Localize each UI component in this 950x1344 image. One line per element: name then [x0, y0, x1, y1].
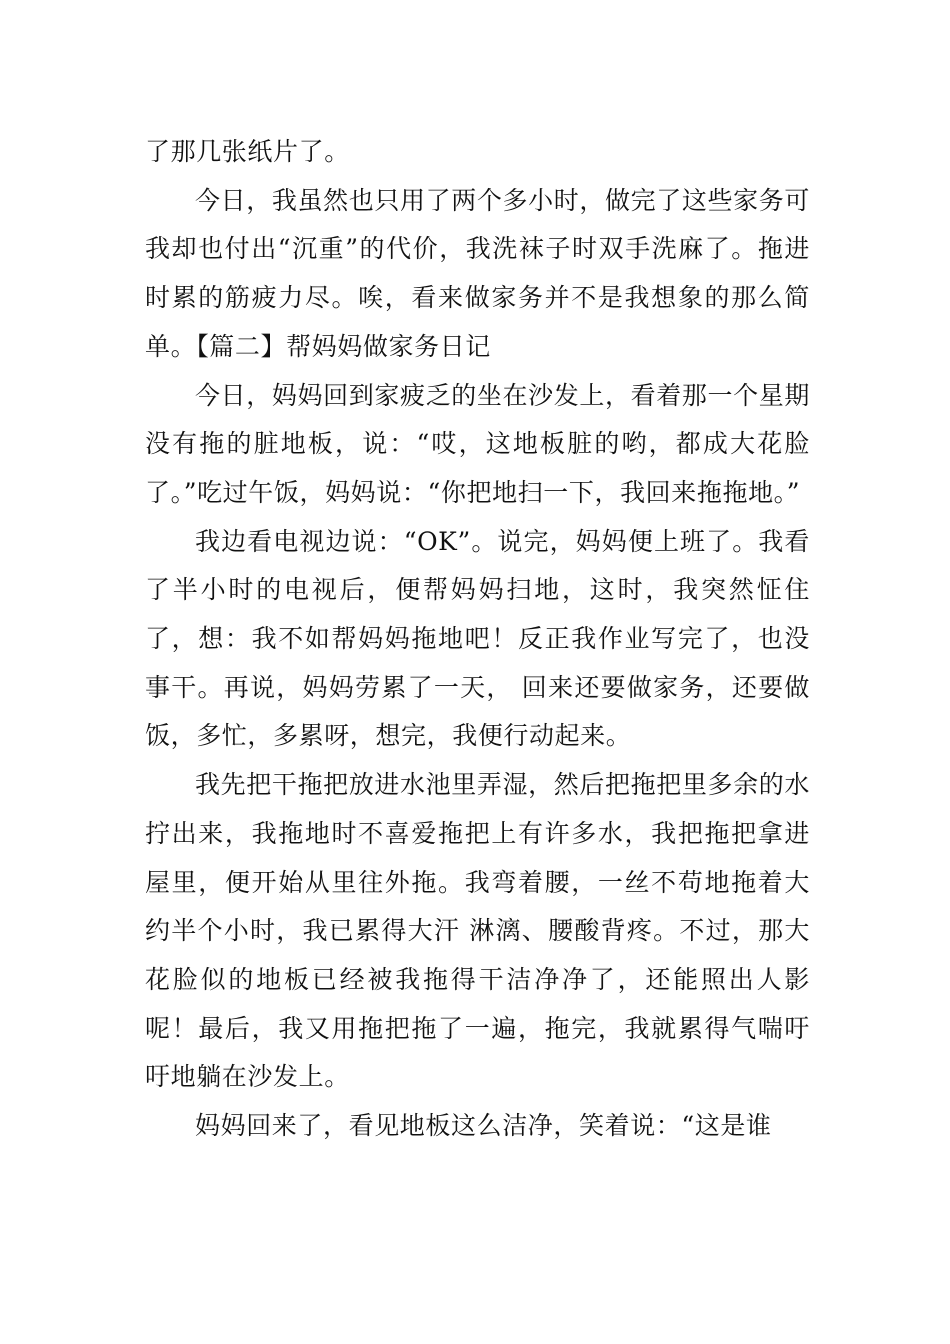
paragraph: 我边看电视边说：“OK”。说完，妈妈便上班了。我看了半小时的电视后，便帮妈妈扫地，这时，我突然怔住了，想：我不如帮妈妈拖地吧！反正我作业写完了，也没事干。再说，妈妈劳累了一天， 回来还要做家务，还要做饭，多忙，多累呀，想完，我便行动起来。	[145, 526, 810, 751]
document-body	[145, 128, 810, 1151]
paragraph: 妈妈回来了，看见地板这么洁净，笑着说：“这是谁	[195, 1111, 772, 1141]
paragraph: 我先把干拖把放进水池里弄湿，然后把拖把里多余的水拧出来，我拖地时不喜爱拖把上有许多水，我把拖把拿进屋里，便开始从里往外拖。我弯着腰，一丝不苟地拖着大约半个小时，我已累得大汗 淋漓、腰酸背疼。不过，那大花脸似的地板已经被我拖得干洁净净了，还能照出人影呢！最后，我又用拖把拖了一遍，拖完，我就累得气喘吁吁地躺在沙发上。	[145, 770, 810, 1092]
paragraph: 今日，妈妈回到家疲乏的坐在沙发上，看着那一个星期没有拖的脏地板，说：“哎，这地板脏的哟，都成大花脸了。”吃过午饭，妈妈说：“你把地扫一下，我回来拖拖地。”	[145, 380, 810, 507]
paragraph: 今日，我虽然也只用了两个多小时，做完了这些家务可我却也付出“沉重”的代价，我洗袜子时双手洗麻了。拖进时累的筋疲力尽。唉，看来做家务并不是我想象的那么简单。【篇二】帮妈妈做家务日记	[145, 185, 810, 361]
paragraph-continuation: 了那几张纸片了。	[145, 137, 350, 166]
